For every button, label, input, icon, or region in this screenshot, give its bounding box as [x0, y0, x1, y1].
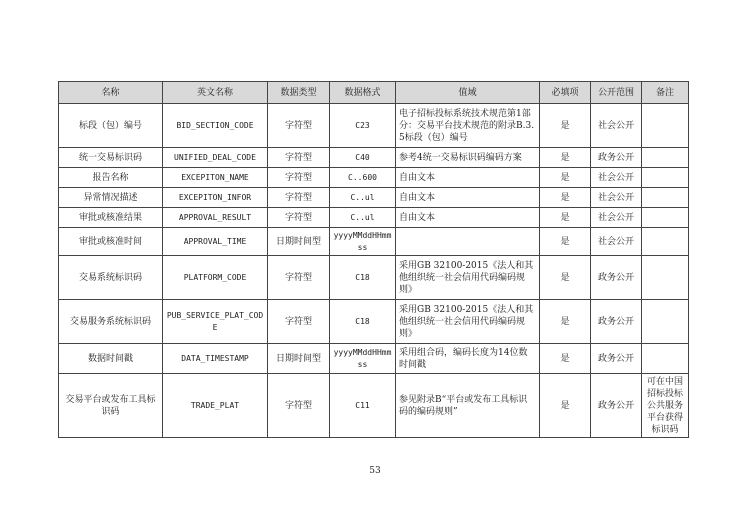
table-row: [59, 256, 689, 300]
cell-name: 交易服务系统标识码: [59, 300, 163, 344]
cell-scope: 社会公开: [591, 208, 642, 228]
cell-name: 统一交易标识码: [59, 148, 163, 168]
col-header-format: 数据格式: [330, 82, 396, 104]
cell-format: C40: [330, 148, 396, 168]
col-header-english: 英文名称: [163, 82, 268, 104]
cell-english: BID_SECTION_CODE: [163, 104, 268, 148]
cell-format: yyyyMMddHHmmss: [330, 344, 396, 374]
cell-name: 数据时间戳: [59, 344, 163, 374]
cell-scope: 政务公开: [591, 256, 642, 300]
cell-name: 审批或核准时间: [59, 228, 163, 256]
cell-type: 日期时间型: [268, 344, 330, 374]
cell-type: 字符型: [268, 256, 330, 300]
cell-english: APPROVAL_TIME: [163, 228, 268, 256]
cell-type: 日期时间型: [268, 228, 330, 256]
table-row: [59, 188, 689, 208]
cell-type: 字符型: [268, 148, 330, 168]
cell-type: 字符型: [268, 104, 330, 148]
cell-name: 报告名称: [59, 168, 163, 188]
cell-format: C11: [330, 374, 396, 438]
cell-english: APPROVAL_RESULT: [163, 208, 268, 228]
table-header-row: [59, 82, 689, 104]
cell-type: 字符型: [268, 168, 330, 188]
cell-english: TRADE_PLAT: [163, 374, 268, 438]
cell-scope: 社会公开: [591, 188, 642, 208]
cell-required: 是: [540, 188, 591, 208]
cell-english: EXCEPITON_NAME: [163, 168, 268, 188]
cell-domain: 采用GB 32100-2015《法人和其他组织统一社会信用代码编码规则》: [396, 256, 540, 300]
cell-domain: [396, 228, 540, 256]
cell-english: UNIFIED_DEAL_CODE: [163, 148, 268, 168]
cell-note: [642, 228, 689, 256]
cell-note: [642, 344, 689, 374]
table-row: [59, 148, 689, 168]
cell-format: C..ul: [330, 188, 396, 208]
cell-required: 是: [540, 104, 591, 148]
table-row: [59, 344, 689, 374]
cell-required: 是: [540, 168, 591, 188]
col-header-domain: 值域: [396, 82, 540, 104]
cell-scope: 政务公开: [591, 374, 642, 438]
cell-domain: 采用组合码，编码长度为14位数时间戳: [396, 344, 540, 374]
cell-name: 标段（包）编号: [59, 104, 163, 148]
table-row: [59, 228, 689, 256]
cell-domain: 自由文本: [396, 208, 540, 228]
cell-scope: 政务公开: [591, 300, 642, 344]
cell-note: [642, 208, 689, 228]
cell-type: 字符型: [268, 208, 330, 228]
col-header-name: 名称: [59, 82, 163, 104]
cell-required: 是: [540, 148, 591, 168]
cell-format: C23: [330, 104, 396, 148]
cell-type: 字符型: [268, 300, 330, 344]
cell-format: C18: [330, 256, 396, 300]
cell-format: C18: [330, 300, 396, 344]
cell-format: yyyyMMddHHmmss: [330, 228, 396, 256]
col-header-type: 数据类型: [268, 82, 330, 104]
cell-scope: 政务公开: [591, 344, 642, 374]
page-number: 53: [369, 466, 381, 476]
cell-english: PLATFORM_CODE: [163, 256, 268, 300]
table-row: [59, 104, 689, 148]
cell-domain: 采用GB 32100-2015《法人和其他组织统一社会信用代码编码规则》: [396, 300, 540, 344]
table-row: [59, 208, 689, 228]
cell-note: [642, 104, 689, 148]
cell-name: 交易平台或发布工具标识码: [59, 374, 163, 438]
cell-required: 是: [540, 208, 591, 228]
cell-required: 是: [540, 344, 591, 374]
cell-required: 是: [540, 228, 591, 256]
cell-domain: 参考4统一交易标识码编码方案: [396, 148, 540, 168]
table-row: [59, 300, 689, 344]
cell-type: 字符型: [268, 374, 330, 438]
cell-note: [642, 188, 689, 208]
cell-required: 是: [540, 374, 591, 438]
cell-name: 审批或核准结果: [59, 208, 163, 228]
cell-scope: 社会公开: [591, 228, 642, 256]
cell-english: DATA_TIMESTAMP: [163, 344, 268, 374]
cell-english: EXCEPITON_INFOR: [163, 188, 268, 208]
cell-note: [642, 256, 689, 300]
cell-name: 异常情况描述: [59, 188, 163, 208]
col-header-scope: 公开范围: [591, 82, 642, 104]
cell-format: C..600: [330, 168, 396, 188]
cell-domain: 自由文本: [396, 188, 540, 208]
cell-required: 是: [540, 300, 591, 344]
data-element-table: [58, 81, 689, 438]
col-header-required: 必填项: [540, 82, 591, 104]
cell-note: 可在中国招标投标公共服务平台获得标识码: [642, 374, 689, 438]
cell-format: C..ul: [330, 208, 396, 228]
cell-english: PUB_SERVICE_PLAT_CODE: [163, 300, 268, 344]
cell-domain: 参见附录B“平台或发布工具标识码的编码规则”: [396, 374, 540, 438]
cell-scope: 政务公开: [591, 148, 642, 168]
cell-note: [642, 300, 689, 344]
cell-scope: 社会公开: [591, 168, 642, 188]
cell-name: 交易系统标识码: [59, 256, 163, 300]
cell-scope: 社会公开: [591, 104, 642, 148]
cell-domain: 自由文本: [396, 168, 540, 188]
cell-note: [642, 168, 689, 188]
cell-required: 是: [540, 256, 591, 300]
cell-type: 字符型: [268, 188, 330, 208]
col-header-note: 备注: [642, 82, 689, 104]
cell-note: [642, 148, 689, 168]
cell-domain: 电子招标投标系统技术规范第1部分：交易平台技术规范的附录B.3.5标段（包）编号: [396, 104, 540, 148]
table-row: [59, 168, 689, 188]
table-row: [59, 374, 689, 438]
